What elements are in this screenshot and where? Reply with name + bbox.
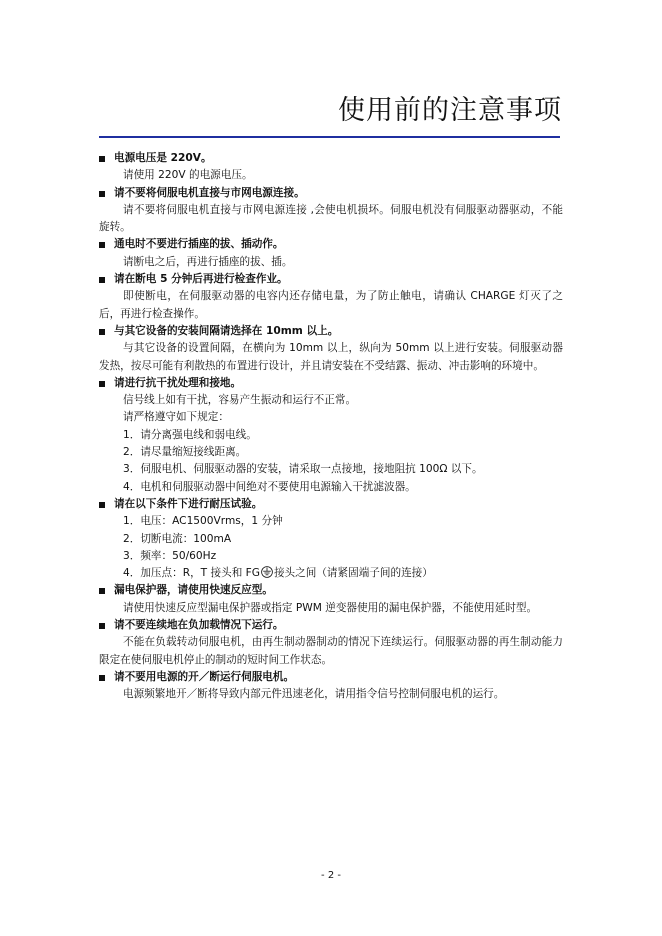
section-heading: 请不要将伺服电机直接与市网电源连接。 — [114, 186, 305, 199]
section-text: 请不要将伺服电机直接与市网电源连接 ,会使电机损坏。伺服电机没有伺服驱动器驱动，不能旋转。 — [99, 203, 563, 234]
section-plug-while-powered — [99, 236, 563, 271]
page-number: - 2 - — [321, 870, 341, 881]
section-heading: 电源电压是 220V。 — [114, 152, 212, 164]
list-item-text: 接头之间（请紧固端子间的连接） — [273, 567, 433, 580]
section-text: 请严格遵守如下规定： — [123, 411, 229, 424]
list-item: 2．请尽量缩短接线距离。 — [123, 446, 247, 459]
bullet-icon — [99, 381, 105, 387]
section-withstand-voltage-test — [99, 496, 563, 582]
list-item — [99, 565, 563, 582]
section-text: 信号线上如有干扰，容易产生振动和运行不正常。 — [123, 394, 357, 407]
section-power-voltage — [99, 150, 563, 185]
section-direct-connection — [99, 185, 563, 237]
section-interference-grounding — [99, 375, 563, 496]
notice-list — [99, 150, 563, 704]
bullet-icon — [99, 588, 105, 594]
bullet-icon — [99, 277, 105, 283]
section-heading: 请在断电 5 分钟后再进行检查作业。 — [114, 273, 288, 286]
section-heading: 请不要连续地在负加载情况下运行。 — [114, 619, 284, 632]
list-item: 1．请分离强电线和弱电线。 — [123, 428, 257, 441]
ground-icon — [261, 566, 273, 578]
bullet-icon — [99, 329, 105, 335]
section-negative-load — [99, 617, 563, 669]
section-text: 不能在负载转动伺服电机，由再生制动器制动的情况下连续运行。伺服驱动器的再生制动能力限定在使伺服电机停止的制动的短时间工作状态。 — [99, 636, 563, 666]
list-item-text: 4．加压点：R，T 接头和 FG — [123, 567, 260, 580]
list-item: 2．切断电流：100mA — [123, 532, 232, 545]
section-inspection-delay — [99, 271, 563, 323]
bullet-icon — [99, 502, 105, 508]
list-item: 3．伺服电机、伺服驱动器的安装，请采取一点接地，接地阻抗 100Ω 以下。 — [123, 463, 483, 476]
section-heading: 与其它设备的安装间隔请选择在 10mm 以上。 — [114, 324, 339, 337]
list-item: 4．电机和伺服驱动器中间绝对不要使用电源输入干扰滤波器。 — [123, 480, 416, 493]
section-heading: 漏电保护器，请使用快速反应型。 — [114, 584, 273, 597]
section-heading: 请不要用电源的开／断运行伺服电机。 — [114, 670, 295, 683]
section-text: 请使用 220V 的电源电压。 — [123, 169, 253, 182]
section-installation-spacing — [99, 323, 563, 375]
section-text: 电源频繁地开／断将导致内部元件迅速老化，请用指令信号控制伺服电机的运行。 — [123, 688, 505, 701]
page-title: 使用前的注意事项 — [338, 95, 562, 126]
section-heading: 请进行抗干扰处理和接地。 — [114, 376, 242, 389]
bullet-icon — [99, 191, 105, 197]
list-item: 1．电压：AC1500Vrms，1 分钟 — [123, 515, 283, 528]
section-text: 请断电之后，再进行插座的拔、插。 — [123, 255, 293, 268]
section-text: 请使用快速反应型漏电保护器或指定 PWM 逆变器使用的漏电保护器，不能使用延时型。 — [123, 601, 538, 614]
bullet-icon — [99, 675, 105, 681]
bullet-icon — [99, 156, 105, 162]
bullet-icon — [99, 242, 105, 248]
section-heading: 请在以下条件下进行耐压试验。 — [114, 497, 263, 510]
bullet-icon — [99, 623, 105, 629]
list-item: 3．频率：50/60Hz — [123, 549, 217, 562]
section-text: 即使断电，在伺服驱动器的电容内还存储电量，为了防止触电，请确认 CHARGE 灯灭了之后，再进行检查操作。 — [99, 290, 563, 320]
title-rule — [99, 136, 560, 138]
section-heading: 通电时不要进行插座的拔、插动作。 — [114, 238, 284, 251]
section-power-switching — [99, 669, 563, 704]
section-text: 与其它设备的设置间隔，在横向为 10mm 以上，纵向为 50mm 以上进行安装。伺服驱动器发热，按尽可能有利散热的布置进行设计，并且请安装在不受结露、振动、冲击影响的环境中。 — [99, 342, 563, 372]
section-leakage-breaker — [99, 582, 563, 617]
